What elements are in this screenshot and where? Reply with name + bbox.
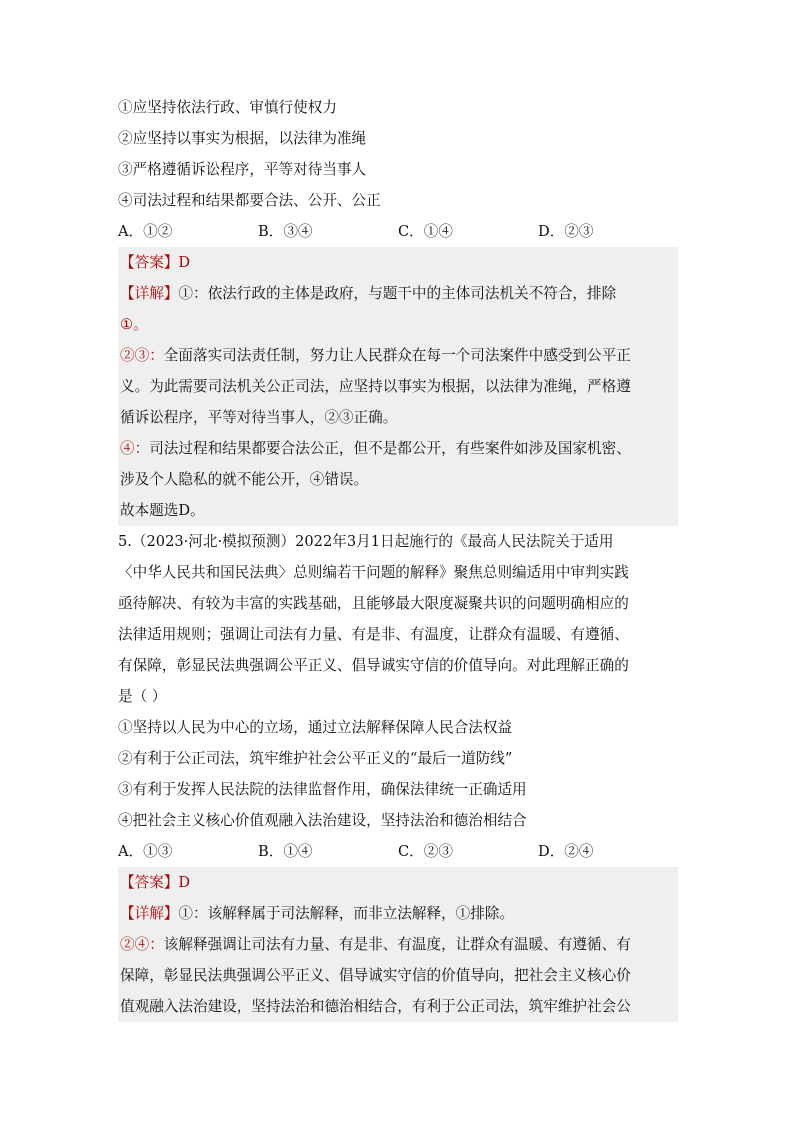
q4-answer-block: [118, 247, 678, 526]
q5-stem-line: 法律适用规则；强调让司法有力量、有是非、有温度，让群众有温暖、有遵循、: [118, 626, 629, 643]
q5-explain-line: [118, 929, 678, 960]
q5-options: [118, 836, 678, 867]
q5-stem-line: 5.（2023·河北·模拟预测）2022年3月1日起施行的《最高人民法院关于适用: [118, 533, 614, 550]
q5-answer: [118, 867, 678, 898]
q4-options: [118, 216, 678, 247]
q4-explain-line: 涉及个人隐私的就不能公开，④错误。: [120, 471, 369, 488]
q4-statement-4: ④司法过程和结果都要合法、公开、公正: [118, 192, 381, 209]
q4-option-c: C．①④: [398, 223, 453, 240]
q5-explain-line: [118, 898, 678, 929]
q4-explain-line: [118, 340, 678, 371]
q5-option-c: C．②③: [398, 843, 453, 860]
q5-stem-line: 有保障，彰显民法典强调公平正义、倡导诚实守信的价值导向。对此理解正确的: [118, 657, 629, 674]
q5-explain-line: 值观融入法治建设，坚持法治和德治相结合，有利于公正司法，筑牢维护社会公: [120, 998, 631, 1015]
q4-explain-line: 义。为此需要司法机关公正司法，应坚持以事实为根据，以法律为准绳，严格遵: [120, 378, 631, 395]
q5-explain-text: 该解释强调让司法有力量、有是非、有温度，让群众有温暖、有遵循、有: [163, 936, 631, 953]
q5-statement-1: ①坚持以人民为中心的立场，通过立法解释保障人民合法权益: [118, 719, 513, 736]
q4-answer-value: D: [178, 254, 191, 271]
q4-explain-label: 【详解】: [120, 285, 179, 302]
q5-statement-4: ④把社会主义核心价值观融入法治建设，坚持法治和德治相结合: [118, 812, 527, 829]
q4-answer: [118, 247, 678, 278]
q4-option-d: D．②③: [538, 223, 594, 240]
q5-stem-line: 是（ ）: [118, 688, 167, 705]
q4-explain-text: ①：依法行政的主体是政府，与题干中的主体司法机关不符合，排除: [178, 285, 617, 302]
q4-statement-1: ①应坚持依法行政、审慎行使权力: [118, 99, 337, 116]
q4-option-a: A．①②: [118, 223, 173, 240]
q4-option-b: B．③④: [258, 223, 313, 240]
q4-statement-3: ③严格遵循诉讼程序，平等对待当事人: [118, 161, 367, 178]
q5-option-b: B．①④: [258, 843, 313, 860]
q4-explain-text: 司法过程和结果都要合法公正，但不是都公开，有些案件如涉及国家机密、: [149, 440, 631, 457]
q5-answer-label: 【答案】: [120, 874, 179, 891]
q4-explain-lead: ④：: [120, 440, 150, 457]
q5-statement-2: ②有利于公正司法，筑牢维护社会公平正义的“最后一道防线”: [118, 750, 513, 767]
q5-answer-value: D: [178, 874, 191, 891]
q5-explain-text: ①：该解释属于司法解释，而非立法解释，①排除。: [178, 905, 515, 922]
q5-explain-label: 【详解】: [120, 905, 179, 922]
q4-explain-text: 全面落实司法责任制，努力让人民群众在每一个司法案件中感受到公平正: [163, 347, 631, 364]
q5-explain-lead: ②④：: [120, 936, 164, 953]
q4-explain-line: [118, 278, 678, 309]
q4-explain-line: ①。: [120, 316, 148, 333]
q5-option-d: D．②④: [538, 843, 594, 860]
q4-explain-line: 循诉讼程序，平等对待当事人，②③正确。: [120, 409, 398, 426]
q5-option-a: A．①③: [118, 843, 173, 860]
q5-explain-line: 保障，彰显民法典强调公平正义、倡导诚实守信的价值导向，把社会主义核心价: [120, 967, 631, 984]
q5-stem-line: 〈中华人民共和国民法典〉总则编若干问题的解释》聚焦总则编适用中审判实践: [118, 564, 629, 581]
q5-stem-line: 亟待解决、有较为丰富的实践基础，且能够最大限度凝聚共识的问题明确相应的: [118, 595, 629, 612]
q4-answer-label: 【答案】: [120, 254, 179, 271]
q4-explain-line: [118, 433, 678, 464]
document-page: [118, 92, 678, 1022]
q4-statement-2: ②应坚持以事实为根据，以法律为准绳: [118, 130, 367, 147]
q4-conclusion: 故本题选D。: [120, 502, 205, 519]
q5-answer-block: [118, 867, 678, 1022]
q4-explain-lead: ②③：: [120, 347, 164, 364]
q5-statement-3: ③有利于发挥人民法院的法律监督作用，确保法律统一正确适用: [118, 781, 527, 798]
